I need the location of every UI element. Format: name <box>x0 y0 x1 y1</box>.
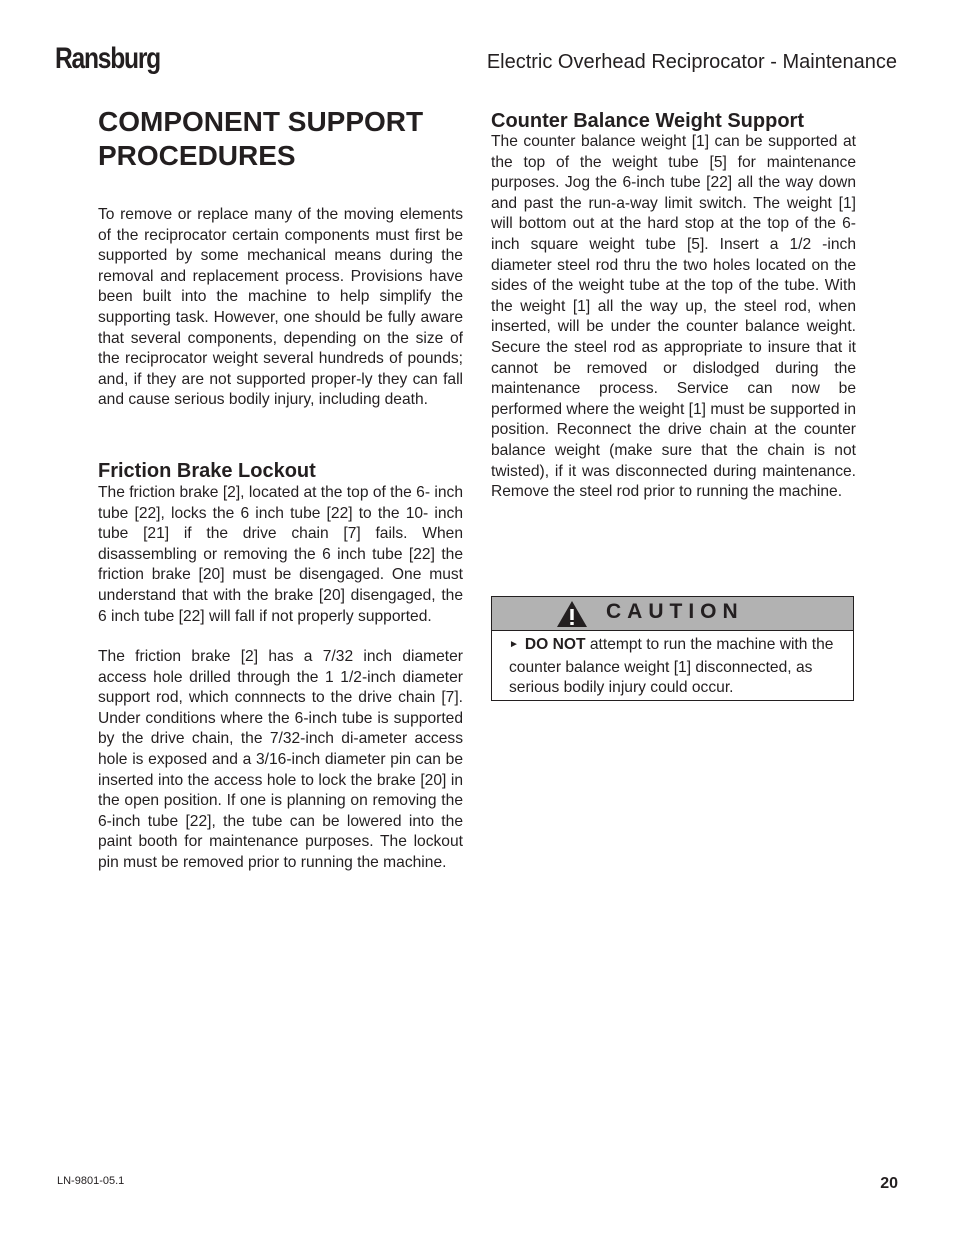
friction-brake-heading: Friction Brake Lockout <box>98 460 316 482</box>
intro-section <box>98 205 463 411</box>
warning-icon <box>556 600 588 628</box>
caution-box <box>491 596 854 701</box>
counter-balance-paragraph: The counter balance weight [1] can be supported at the top of the weight tube [5] for maintenance purposes. Jog the 6-inch tube [22] all the way down and past the run-a-way limit switch. The weight [1] will bottom out at the hard stop at the top of the 6-inch square weight tube [5]. Insert a 1/2 -inch diameter steel rod thru the two holes located on the sides of the weight tube at the top of the tube. With the weight [1] all the way up, the steel rod, when inserted, will be under the counter balance weight. Secure the steel rod as appropriate to insure that it cannot be removed or dislodged during the maintenance process. Service can now be performed where the weight [1] must be supported in position. Reconnect the drive chain at the counter balance weight (make sure that the chain is not twisted), if it was disconnected during maintenance. Remove the steel rod prior to running the machine. <box>491 133 856 501</box>
page-title: COMPONENT SUPPORT PROCEDURES <box>98 106 424 171</box>
friction-section-2 <box>98 647 463 874</box>
caution-emphasis: DO NOT <box>524 636 586 653</box>
ransburg-logo: Ransburg <box>55 42 160 75</box>
friction-paragraph-2: The friction brake [2] has a 7/32 inch diameter access hole drilled through the 1 1/2-inch diameter support rod, which connnects to the drive chain [7]. Under conditions where the 6-inch tube is supported by the drive chain, the 7/32-inch di-ameter access hole is exposed and a 3/16-inch diameter pin can be inserted into the access hole to lock the brake [20] in the open position. If one is planning on removing the 6-inch tube [22], the tube can be lowered into the paint booth for maintenance purposes. The lockout pin must be removed prior to running the machine. <box>98 648 463 871</box>
caution-text: attempt to run the machine with the counter balance weight [1] disconnected, as serious bodily injury could occur. <box>509 636 834 697</box>
caution-body <box>492 631 853 699</box>
caution-header <box>492 597 853 631</box>
counter-balance-heading: Counter Balance Weight Support <box>491 110 804 132</box>
bullet-arrow-icon: ► <box>509 639 519 650</box>
intro-paragraph: To remove or replace many of the moving elements of the reciprocator certain components must first be supported by some mechanical means during the removal and replacement process. Provisions have been built into the machine to help simplify the supporting task. However, one should be fully aware that several components, depending on the size of the reciprocator weight several hundreds of pounds; and, if they are not supported proper-ly they can fall and cause serious bodily injury, including death. <box>98 206 463 409</box>
counter-balance-section <box>491 132 856 503</box>
caution-label: CAUTION <box>606 600 744 623</box>
document-title: Electric Overhead Reciprocator - Maintenance <box>486 51 897 73</box>
friction-section-1 <box>98 483 463 627</box>
document-number: LN-9801-05.1 <box>57 1175 125 1187</box>
page-number: 20 <box>880 1175 898 1192</box>
friction-paragraph-1: The friction brake [2], located at the top of the 6- inch tube [22], locks the 6 inch tube [22] to the 10- inch tube [21] if the drive chain [7] fails. When disassembling or removing the 6 inch tube [22] the friction brake [20] must be disengaged. One must understand that with the brake [20] disengaged, the 6 inch tube [22] will fall if not properly supported. <box>98 484 463 625</box>
